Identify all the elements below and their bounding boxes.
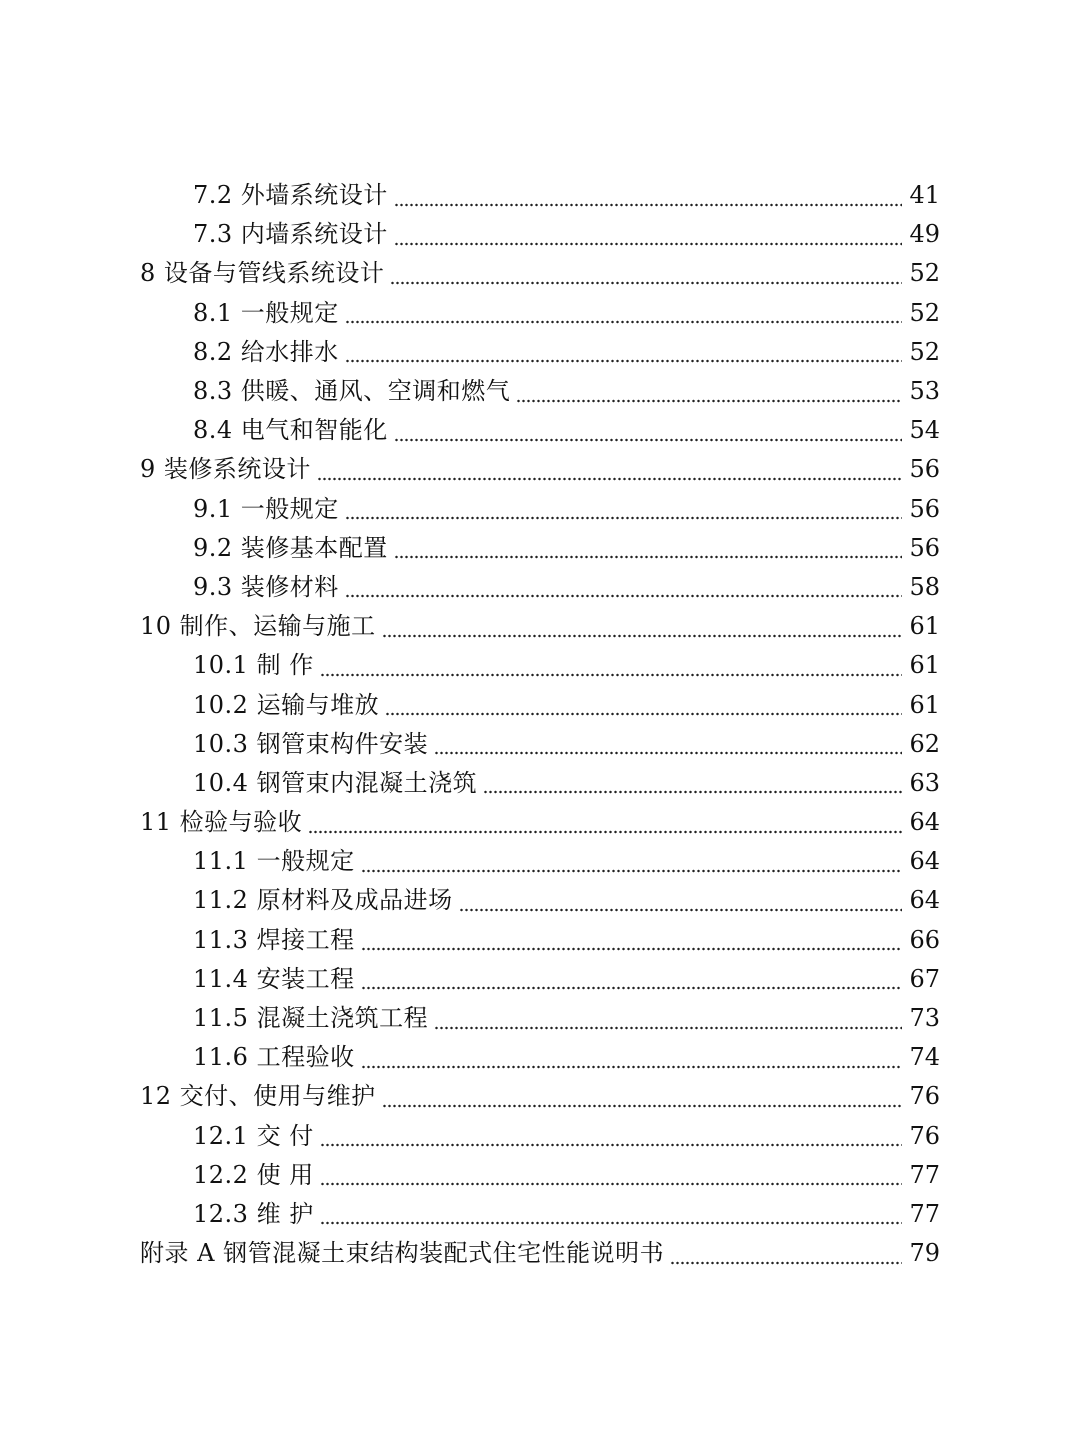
toc-entry-title: 8.4 电气和智能化 — [193, 416, 388, 445]
toc-entry-page-number: 49 — [909, 220, 940, 249]
toc-section-row[interactable] — [0, 333, 1080, 372]
toc-entry-page-number: 79 — [909, 1239, 940, 1268]
toc-entry-title: 11.6 工程验收 — [193, 1043, 355, 1072]
toc-entry-title: 12.2 使 用 — [193, 1160, 314, 1189]
dot-leader — [345, 301, 902, 325]
toc-entry-title: 8 设备与管线系统设计 — [140, 259, 385, 288]
toc-entry-title: 12.3 维 护 — [193, 1199, 314, 1228]
dot-leader — [394, 536, 902, 560]
toc-entry-page-number: 61 — [909, 612, 940, 641]
toc-section-row[interactable] — [0, 725, 1080, 764]
toc-entry-title: 11.5 混凝土浇筑工程 — [193, 1004, 429, 1033]
table-of-contents — [0, 176, 1080, 1273]
dot-leader — [320, 1163, 902, 1187]
toc-section-row[interactable] — [0, 529, 1080, 568]
dot-leader — [345, 497, 902, 521]
toc-entry-title: 7.2 外墙系统设计 — [193, 181, 388, 210]
toc-entry-page-number: 77 — [909, 1199, 940, 1228]
dot-leader — [483, 771, 902, 795]
toc-entry-page-number: 61 — [909, 651, 940, 680]
toc-entry-title: 9.1 一般规定 — [193, 494, 339, 523]
toc-entry-page-number: 64 — [909, 886, 940, 915]
toc-section-row[interactable] — [0, 960, 1080, 999]
toc-entry-title: 8.3 供暖、通风、空调和燃气 — [193, 377, 511, 406]
toc-entry-page-number: 64 — [909, 808, 940, 837]
toc-entry-title: 11 检验与验收 — [140, 808, 303, 837]
dot-leader — [394, 419, 902, 443]
toc-entry-page-number: 74 — [909, 1043, 940, 1072]
toc-section-row[interactable] — [0, 1195, 1080, 1234]
toc-entry-page-number: 76 — [909, 1082, 940, 1111]
dot-leader — [345, 575, 902, 599]
toc-section-row[interactable] — [0, 999, 1080, 1038]
toc-entry-title: 9.2 装修基本配置 — [193, 533, 388, 562]
toc-entry-title: 9 装修系统设计 — [140, 455, 311, 484]
toc-section-row[interactable] — [0, 568, 1080, 607]
toc-entry-title: 附录 A 钢管混凝土束结构装配式住宅性能说明书 — [140, 1239, 665, 1268]
toc-entry-page-number: 66 — [909, 925, 940, 954]
dot-leader — [320, 1202, 902, 1226]
dot-leader — [670, 1242, 902, 1266]
dot-leader — [394, 184, 902, 208]
toc-entry-page-number: 64 — [909, 847, 940, 876]
dot-leader — [382, 615, 902, 639]
toc-entry-page-number: 73 — [909, 1004, 940, 1033]
toc-entry-page-number: 62 — [909, 729, 940, 758]
toc-entry-page-number: 77 — [909, 1160, 940, 1189]
toc-entry-page-number: 56 — [909, 494, 940, 523]
dot-leader — [516, 380, 902, 404]
toc-entry-title: 7.3 内墙系统设计 — [193, 220, 388, 249]
dot-leader — [434, 732, 902, 756]
toc-entry-page-number: 52 — [909, 298, 940, 327]
dot-leader — [361, 928, 902, 952]
toc-entry-page-number: 76 — [909, 1121, 940, 1150]
dot-leader — [434, 1007, 902, 1031]
dot-leader — [317, 458, 902, 482]
toc-chapter-row[interactable] — [0, 803, 1080, 842]
dot-leader — [459, 889, 902, 913]
dot-leader — [345, 340, 902, 364]
toc-entry-page-number: 56 — [909, 455, 940, 484]
toc-entry-page-number: 58 — [909, 572, 940, 601]
toc-section-row[interactable] — [0, 646, 1080, 685]
toc-entry-page-number: 41 — [909, 181, 940, 210]
toc-section-row[interactable] — [0, 1156, 1080, 1195]
toc-section-row[interactable] — [0, 764, 1080, 803]
toc-section-row[interactable] — [0, 685, 1080, 724]
toc-section-row[interactable] — [0, 215, 1080, 254]
toc-section-row[interactable] — [0, 372, 1080, 411]
toc-chapter-row[interactable] — [0, 450, 1080, 489]
toc-entry-title: 10.2 运输与堆放 — [193, 690, 380, 719]
toc-entry-page-number: 56 — [909, 533, 940, 562]
toc-entry-page-number: 61 — [909, 690, 940, 719]
toc-section-row[interactable] — [0, 411, 1080, 450]
dot-leader — [320, 654, 902, 678]
dot-leader — [320, 1124, 902, 1148]
toc-chapter-row[interactable] — [0, 1077, 1080, 1116]
toc-entry-title: 10.3 钢管束构件安装 — [193, 729, 429, 758]
toc-entry-title: 11.1 一般规定 — [193, 847, 355, 876]
toc-section-row[interactable] — [0, 294, 1080, 333]
toc-entry-title: 10.1 制 作 — [193, 651, 314, 680]
toc-entry-title: 8.1 一般规定 — [193, 298, 339, 327]
toc-chapter-row[interactable] — [0, 607, 1080, 646]
toc-section-row[interactable] — [0, 1117, 1080, 1156]
toc-entry-page-number: 52 — [909, 259, 940, 288]
dot-leader — [361, 967, 902, 991]
toc-entry-title: 10.4 钢管束内混凝土浇筑 — [193, 768, 478, 797]
toc-chapter-row[interactable] — [0, 1234, 1080, 1273]
toc-entry-title: 9.3 装修材料 — [193, 572, 339, 601]
toc-section-row[interactable] — [0, 842, 1080, 881]
toc-entry-title: 10 制作、运输与施工 — [140, 612, 376, 641]
toc-entry-page-number: 63 — [909, 768, 940, 797]
toc-section-row[interactable] — [0, 921, 1080, 960]
toc-entry-title: 11.2 原材料及成品进场 — [193, 886, 453, 915]
dot-leader — [361, 1046, 902, 1070]
toc-entry-page-number: 54 — [909, 416, 940, 445]
toc-entry-title: 12.1 交 付 — [193, 1121, 314, 1150]
toc-section-row[interactable] — [0, 490, 1080, 529]
toc-chapter-row[interactable] — [0, 254, 1080, 293]
dot-leader — [361, 850, 902, 874]
toc-entry-title: 12 交付、使用与维护 — [140, 1082, 376, 1111]
dot-leader — [308, 811, 902, 835]
dot-leader — [390, 262, 902, 286]
toc-entry-title: 8.2 给水排水 — [193, 337, 339, 366]
toc-entry-page-number: 53 — [909, 377, 940, 406]
toc-section-row[interactable] — [0, 881, 1080, 920]
toc-entry-page-number: 52 — [909, 337, 940, 366]
toc-section-row[interactable] — [0, 176, 1080, 215]
dot-leader — [382, 1085, 902, 1109]
dot-leader — [385, 693, 902, 717]
toc-entry-page-number: 67 — [909, 964, 940, 993]
toc-entry-title: 11.3 焊接工程 — [193, 925, 355, 954]
dot-leader — [394, 223, 902, 247]
toc-section-row[interactable] — [0, 1038, 1080, 1077]
toc-entry-title: 11.4 安装工程 — [193, 964, 355, 993]
